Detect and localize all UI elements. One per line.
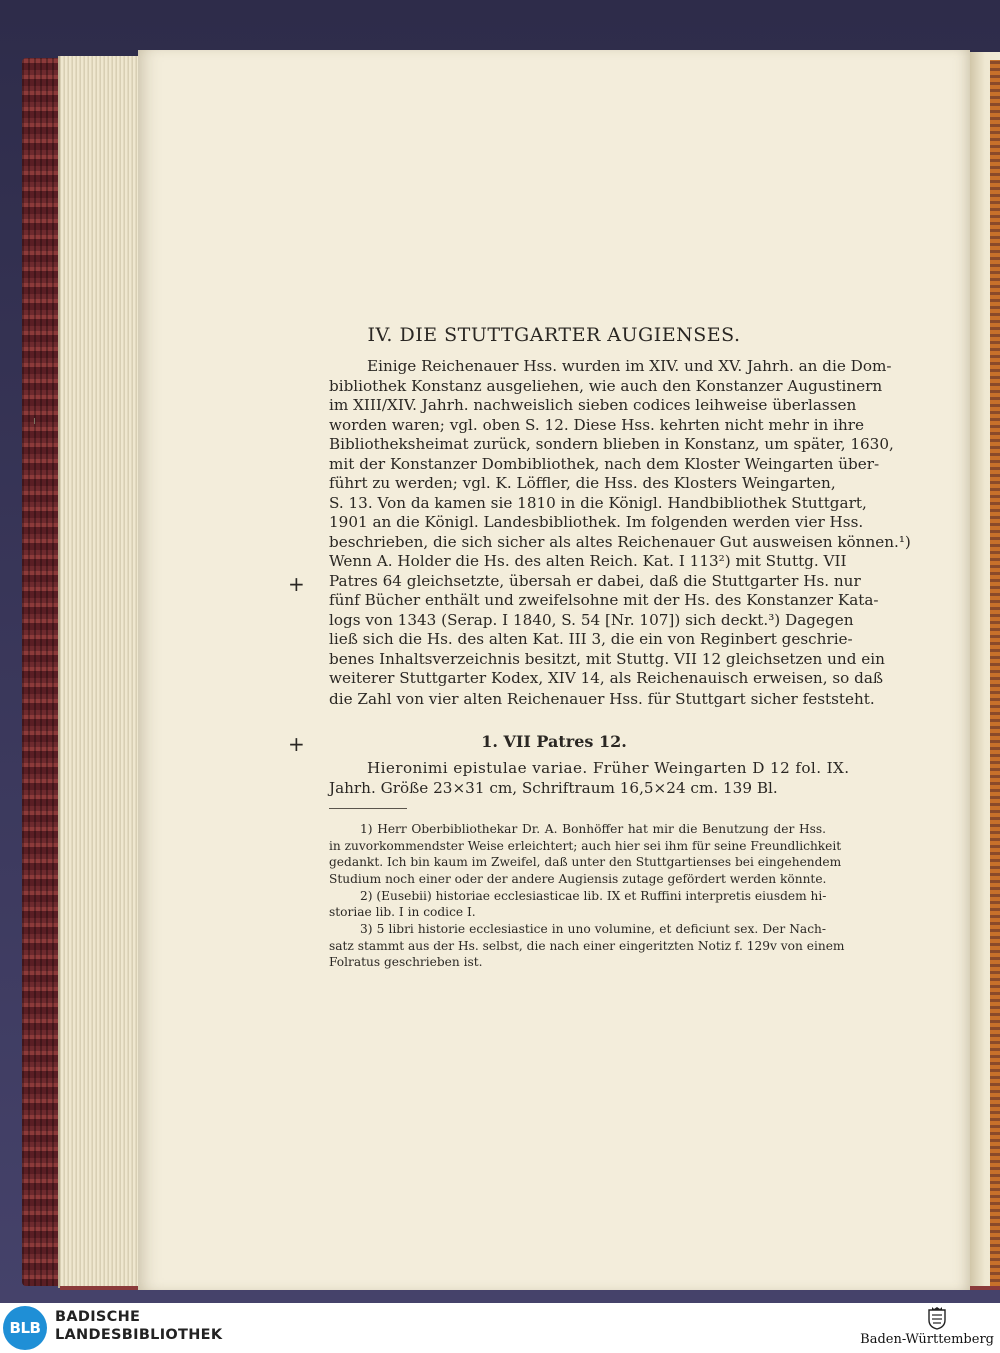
- footnote-line: storiae lib. I in codice I.: [329, 905, 476, 919]
- margin-plus-mark: +: [288, 572, 305, 596]
- facing-page-colored-edge: [990, 60, 1000, 1286]
- body-line: im XIII/XIV. Jahrh. nachweislich sieben codices leihweise überlassen: [329, 396, 857, 414]
- body-line: weiterer Stuttgarter Kodex, XIV 14, als Reichenauisch erweisen, so daß: [329, 669, 884, 687]
- body-line: S. 13. Von da kamen sie 1810 in die Königl. Handbibliothek Stuttgart,: [329, 494, 867, 512]
- body-line: 1901 an die Königl. Landesbibliothek. Im folgenden werden vier Hss.: [329, 513, 864, 531]
- body-line: die Zahl von vier alten Reichenauer Hss. für Stuttgart sicher feststeht.: [329, 690, 875, 708]
- footnote-line: in zuvorkommendster Weise erleichtert; auch hier sei ihm für seine Freundlichkeit: [329, 839, 842, 853]
- footnote-line: 2) (Eusebii) historiae ecclesiasticae lib. IX et Ruffini interpretis eiusdem hi-: [360, 889, 827, 903]
- entry-line: Hieronimi epistulae variae. Früher Weingarten D 12 fol. IX.: [367, 759, 850, 777]
- library-name-line1: BADISCHE: [55, 1309, 141, 1325]
- margin-plus-mark: +: [288, 732, 305, 756]
- margin-tick: [34, 418, 35, 424]
- footer-bar: [0, 1303, 1000, 1353]
- footnote-line: 3) 5 libri historie ecclesiastice in uno volumine, et deficiunt sex. Der Nach-: [360, 922, 826, 936]
- body-line: benes Inhaltsverzeichnis besitzt, mit Stuttg. VII 12 gleichsetzen und ein: [329, 650, 885, 668]
- entry-line: Jahrh. Größe 23×31 cm, Schriftraum 16,5×24 cm. 139 Bl.: [329, 779, 778, 797]
- book-page: [138, 50, 970, 1290]
- region-wordmark[interactable]: Baden-Württemberg: [860, 1332, 994, 1347]
- footnote-rule: [329, 808, 407, 809]
- body-line: Patres 64 gleichsetzte, übersah er dabei, daß die Stuttgarter Hs. nur: [329, 572, 861, 590]
- footnote-line: 1) Herr Oberbibliothekar Dr. A. Bonhöffer hat mir die Benutzung der Hss.: [360, 822, 826, 836]
- chapter-heading: IV. DIE STUTTGARTER AUGIENSES.: [367, 324, 741, 346]
- body-line: beschrieben, die sich sicher als altes Reichenauer Gut ausweisen können.¹): [329, 533, 911, 551]
- body-line: mit der Konstanzer Dombibliothek, nach dem Kloster Weingarten über-: [329, 455, 880, 473]
- footnote-line: gedankt. Ich bin kaum im Zweifel, daß unter den Stuttgartienses bei eingehendem: [329, 855, 842, 869]
- body-line: führt zu werden; vgl. K. Löffler, die Hss. des Klosters Weingarten,: [329, 474, 836, 492]
- footnote-line: Folratus geschrieben ist.: [329, 955, 483, 969]
- body-line: Wenn A. Holder die Hs. des alten Reich. Kat. I 113²) mit Stuttg. VII: [329, 552, 847, 570]
- body-line: logs von 1343 (Serap. I 1840, S. 54 [Nr. 107]) sich deckt.³) Dagegen: [329, 611, 854, 629]
- page-stack-edge: [58, 56, 142, 1288]
- body-line: worden waren; vgl. oben S. 12. Diese Hss. kehrten nicht mehr in ihre: [329, 416, 865, 434]
- body-line: Einige Reichenauer Hss. wurden im XIV. und XV. Jahrh. an die Dom-: [367, 357, 892, 375]
- section-heading: 1. VII Patres 12.: [481, 732, 627, 751]
- baden-wuerttemberg-crest-icon: [926, 1306, 948, 1330]
- library-name-line2: LANDESBIBLIOTHEK: [55, 1327, 223, 1343]
- body-line: ließ sich die Hs. des alten Kat. III 3, die ein von Reginbert geschrie-: [329, 630, 853, 648]
- blb-logo[interactable]: BLB: [3, 1306, 47, 1350]
- footnote-line: Studium noch einer oder der andere Augiensis zutage gefördert werden könnte.: [329, 872, 827, 886]
- body-line: fünf Bücher enthält und zweifelsohne mit der Hs. des Konstanzer Kata-: [329, 591, 879, 609]
- body-line: Bibliotheksheimat zurück, sondern blieben in Konstanz, um später, 1630,: [329, 435, 894, 453]
- footnote-line: satz stammt aus der Hs. selbst, die nach einer eingeritzten Notiz f. 129v von einem: [329, 939, 845, 953]
- book-binding-edge: [22, 58, 60, 1286]
- body-line: bibliothek Konstanz ausgeliehen, wie auch den Konstanzer Augustinern: [329, 377, 883, 395]
